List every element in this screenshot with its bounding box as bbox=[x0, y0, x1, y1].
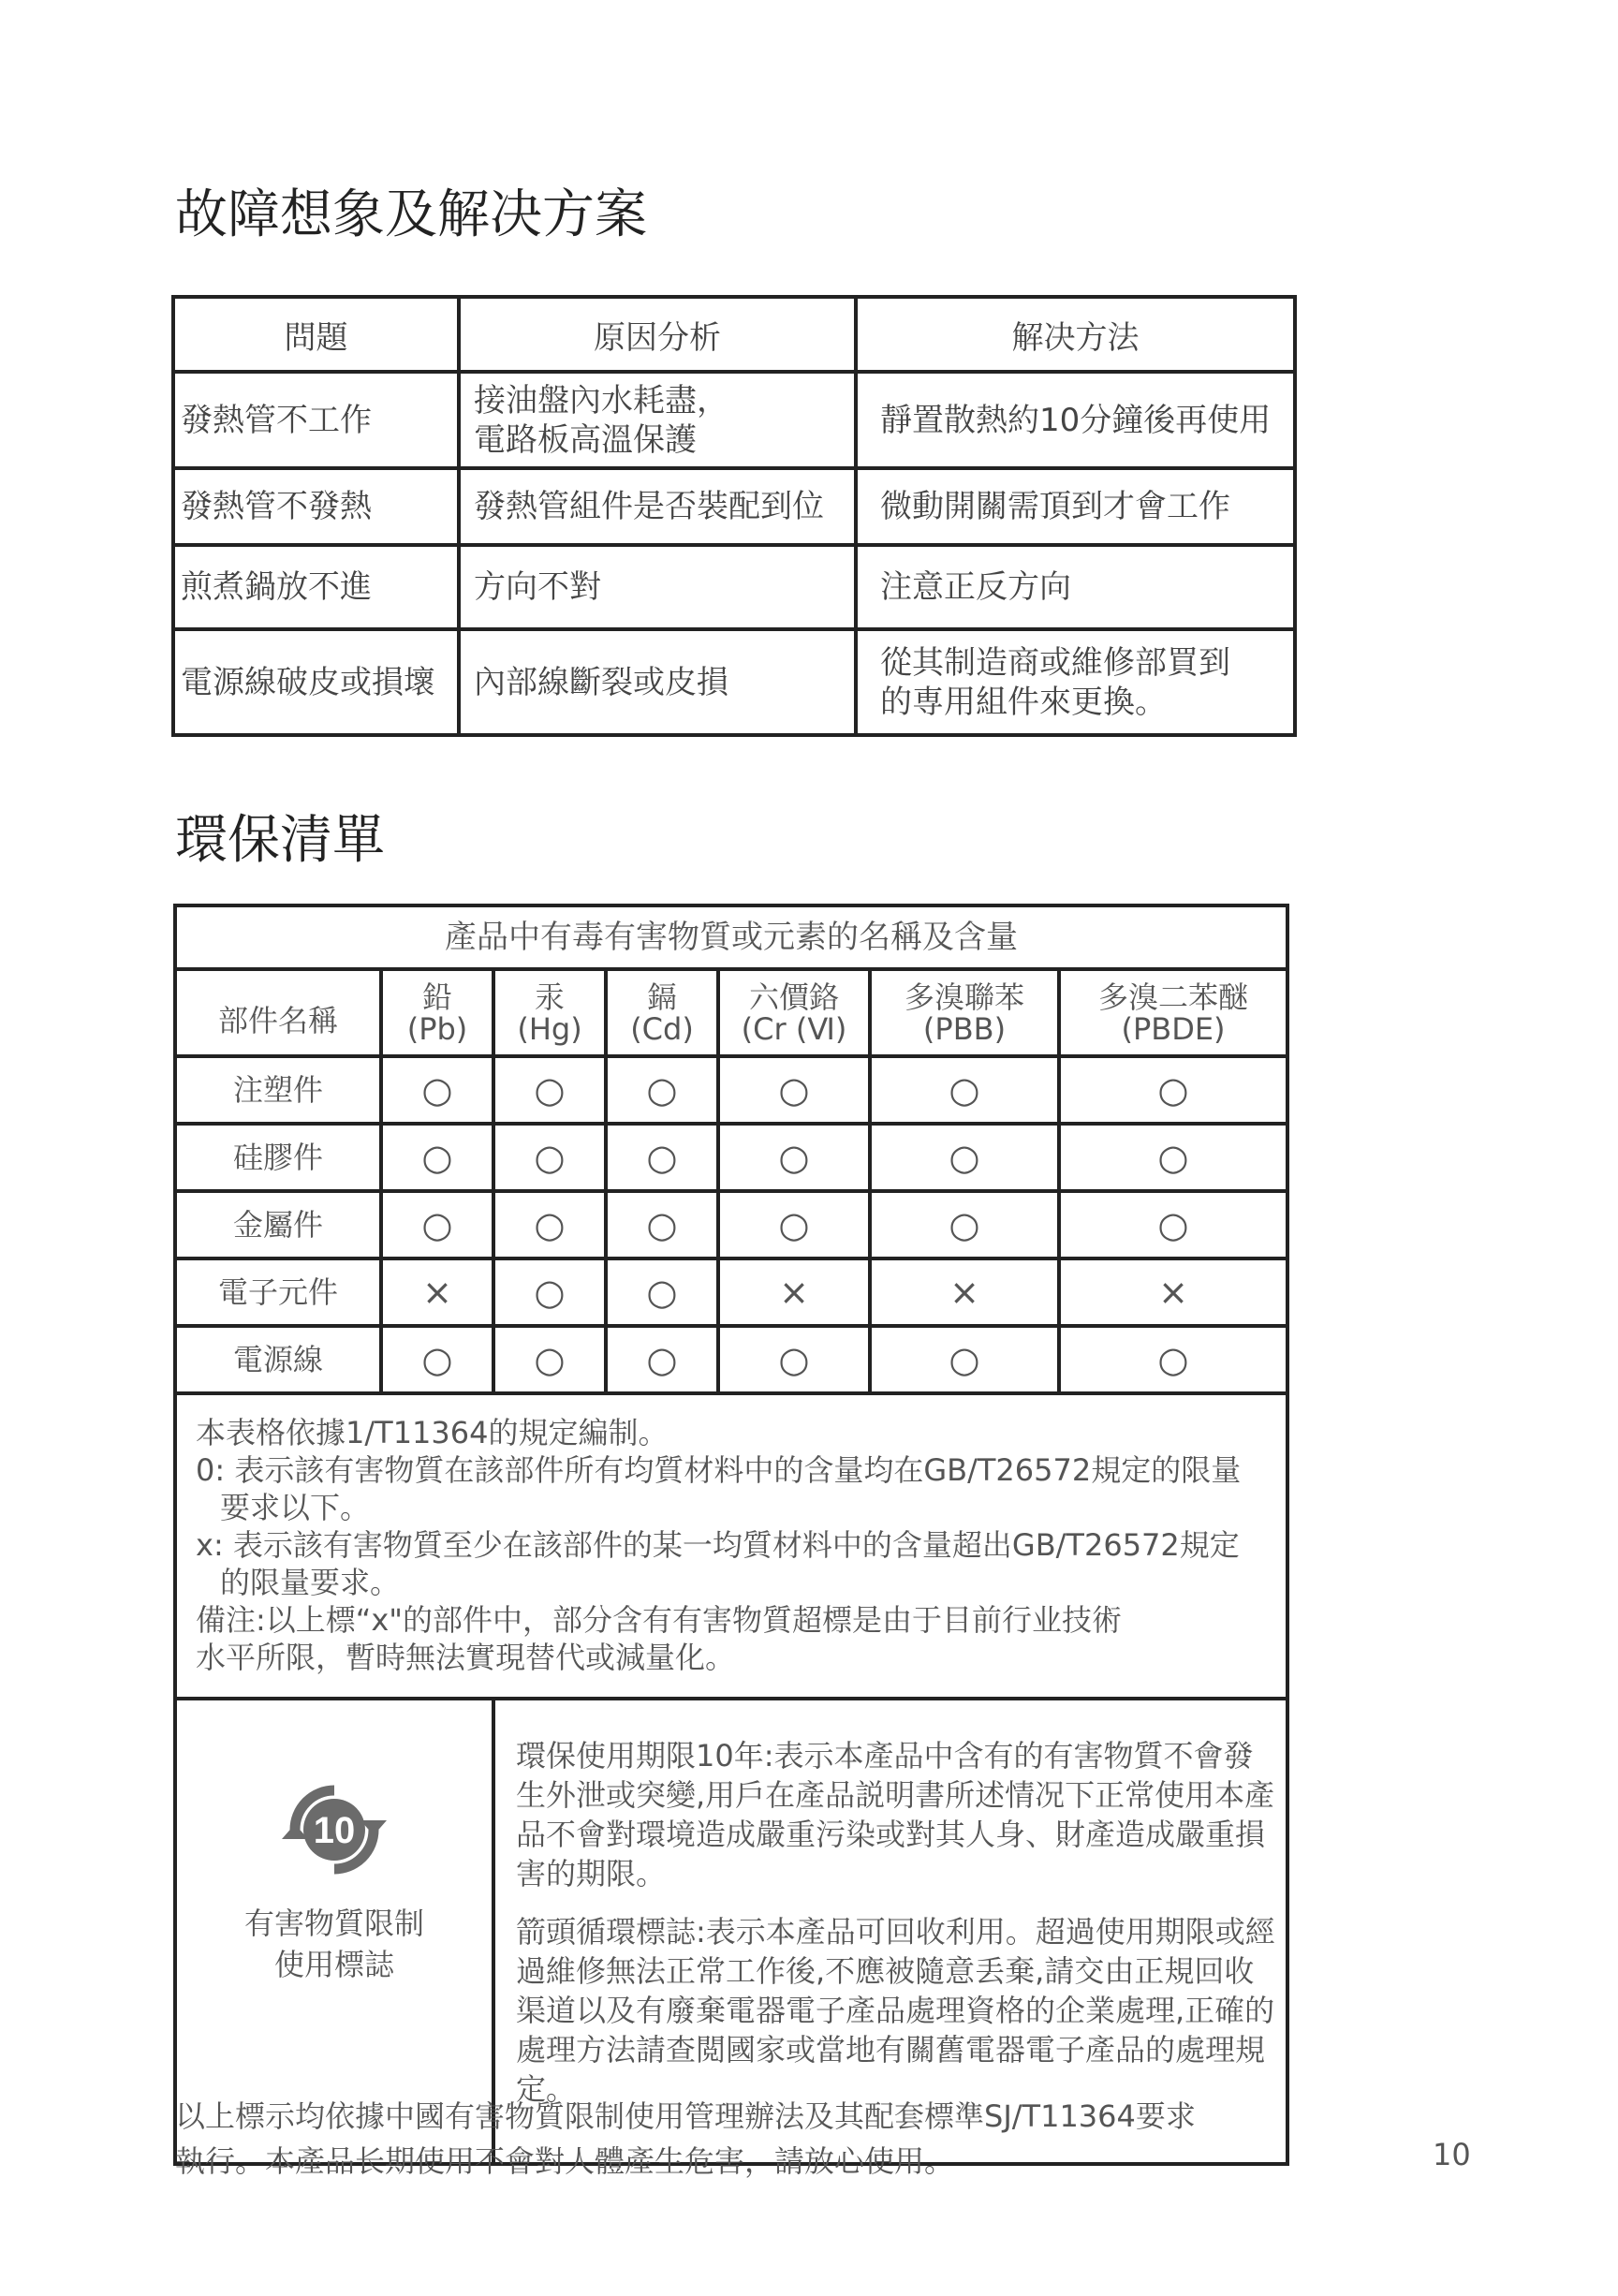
part-name: 電源線 bbox=[175, 1326, 381, 1393]
value-cell: ○ bbox=[1059, 1326, 1287, 1393]
header-solution: 解决方法 bbox=[856, 297, 1295, 372]
footer-text bbox=[175, 2094, 1299, 2184]
substance-header: 鉛 (Pb) bbox=[381, 969, 493, 1056]
note-x: x: 表示該有害物質至少在該部件的某一均質材料中的含量超出GB/T26572規定 bbox=[196, 1527, 1240, 1563]
environmental-title: 環保清單 bbox=[175, 810, 385, 871]
problem-cell: 煎煮鍋放不進 bbox=[173, 545, 459, 629]
substance-header: 鎘 (Cd) bbox=[606, 969, 718, 1056]
table-row bbox=[175, 1124, 1287, 1191]
troubleshooting-title: 故障想象及解决方案 bbox=[175, 184, 647, 245]
header-cause: 原因分析 bbox=[459, 297, 856, 372]
value-cell: ○ bbox=[870, 1326, 1059, 1393]
table-row bbox=[173, 629, 1295, 735]
substance-header: 六價鉻 (Cr (Ⅵ) bbox=[718, 969, 870, 1056]
desc-lifetime: 環保使用期限10年:表示本產品中含有的有害物質不會發生外泄或突變,用戶在產品説明書所述情况下正常使用本產品不會對環境造成嚴重污染或對其人身、財產造成嚴重損害的期限。 bbox=[516, 1738, 1275, 1891]
part-name: 注塑件 bbox=[175, 1056, 381, 1124]
cause-cell: 發熱管組件是否裝配到位 bbox=[459, 468, 856, 545]
solution-cell bbox=[856, 629, 1295, 735]
value-cell: ○ bbox=[718, 1326, 870, 1393]
value-cell: ○ bbox=[1059, 1056, 1287, 1124]
value-cell: ○ bbox=[381, 1056, 493, 1124]
value-cell: ○ bbox=[870, 1191, 1059, 1258]
problem-cell: 電源線破皮或損壞 bbox=[173, 629, 459, 735]
problem-cell: 發熱管不工作 bbox=[173, 372, 459, 468]
cause-line: 電路板高溫保護 bbox=[474, 420, 697, 459]
value-cell: ○ bbox=[493, 1326, 606, 1393]
part-name: 電子元件 bbox=[175, 1258, 381, 1326]
value-cell: ○ bbox=[870, 1056, 1059, 1124]
note-remark: 備注:以上標“x"的部件中，部分含有有害物質超標是由于目前行业技術 bbox=[196, 1602, 1123, 1638]
value-cell: ○ bbox=[493, 1258, 606, 1326]
cause-cell: 內部線斷裂或皮損 bbox=[459, 629, 856, 735]
value-cell: ○ bbox=[493, 1124, 606, 1191]
value-cell: ○ bbox=[718, 1124, 870, 1191]
troubleshooting-table bbox=[171, 295, 1297, 737]
value-cell: × bbox=[381, 1258, 493, 1326]
problem-cell: 發熱管不發熱 bbox=[173, 468, 459, 545]
value-cell: ○ bbox=[493, 1191, 606, 1258]
value-cell: ○ bbox=[493, 1056, 606, 1124]
logo-label: 有害物質限制 使用標誌 bbox=[243, 1906, 424, 1982]
value-cell: × bbox=[718, 1258, 870, 1326]
table-row bbox=[173, 468, 1295, 545]
solution-cell: 靜置散熱約10分鐘後再使用 bbox=[856, 372, 1295, 468]
table-row bbox=[175, 1191, 1287, 1258]
environmental-table bbox=[173, 904, 1289, 2166]
footer-line: 以上標示均依據中國有害物質限制使用管理辦法及其配套標準SJ/T11364要求 bbox=[175, 2098, 1196, 2134]
value-cell: ○ bbox=[1059, 1124, 1287, 1191]
value-cell: × bbox=[1059, 1258, 1287, 1326]
part-name: 硅膠件 bbox=[175, 1124, 381, 1191]
value-cell: ○ bbox=[870, 1124, 1059, 1191]
cause-line: 接油盤內水耗盡， bbox=[474, 381, 728, 419]
value-cell: ○ bbox=[606, 1191, 718, 1258]
substance-header: 汞 (Hg) bbox=[493, 969, 606, 1056]
value-cell: ○ bbox=[718, 1191, 870, 1258]
page-number: 10 bbox=[1433, 2137, 1471, 2172]
solution-line: 的専用組件來更換。 bbox=[880, 683, 1167, 721]
table-row bbox=[173, 372, 1295, 468]
header-problem: 問題 bbox=[173, 297, 459, 372]
table-row bbox=[175, 1258, 1287, 1326]
footer-line: 執行。本產品长期使用不會對人體產生危害，請放心使用。 bbox=[175, 2143, 955, 2179]
value-cell: ○ bbox=[606, 1124, 718, 1191]
value-cell: ○ bbox=[381, 1326, 493, 1393]
table-row bbox=[175, 1056, 1287, 1124]
part-name: 金屬件 bbox=[175, 1191, 381, 1258]
cause-cell bbox=[459, 372, 856, 468]
cause-cell: 方向不對 bbox=[459, 545, 856, 629]
solution-cell: 注意正反方向 bbox=[856, 545, 1295, 629]
value-cell: ○ bbox=[606, 1056, 718, 1124]
note-remark-cont: 水平所限，暫時無法實現替代或減量化。 bbox=[196, 1640, 736, 1675]
substance-header: 多溴二苯醚 (PBDE) bbox=[1059, 969, 1287, 1056]
value-cell: ○ bbox=[381, 1124, 493, 1191]
value-cell: ○ bbox=[606, 1258, 718, 1326]
value-cell: ○ bbox=[1059, 1191, 1287, 1258]
value-cell: × bbox=[870, 1258, 1059, 1326]
table-row bbox=[175, 1326, 1287, 1393]
solution-cell: 微動開關需頂到才會工作 bbox=[856, 468, 1295, 545]
value-cell: ○ bbox=[718, 1056, 870, 1124]
table-title: 產品中有毒有害物質或元素的名稱及含量 bbox=[175, 905, 1287, 969]
value-cell: ○ bbox=[606, 1326, 718, 1393]
part-header: 部件名稱 bbox=[175, 969, 381, 1056]
note-o-cont: 要求以下。 bbox=[220, 1490, 371, 1525]
note-basis: 本表格依據1/T11364的規定編制。 bbox=[196, 1415, 669, 1450]
note-x-cont: 的限量要求。 bbox=[220, 1565, 401, 1600]
epup-10-logo bbox=[278, 1783, 390, 1877]
value-cell: ○ bbox=[381, 1191, 493, 1258]
notes-cell bbox=[175, 1393, 1287, 1699]
solution-line: 從其制造商或維修部買到 bbox=[880, 643, 1230, 682]
substance-header: 多溴聯苯 (PBB) bbox=[870, 969, 1059, 1056]
table-row bbox=[173, 545, 1295, 629]
desc-recycle: 箭頭循環標誌:表示本產品可回收利用。超過使用期限或經過維修無法正常工作後,不應被隨意丢棄,請交由正規回收渠道以及有廢棄電器電子產品處理資格的企業處理,正確的處理方法請查閲國家或當地有關舊電器電子產品的處理規定。 bbox=[516, 1914, 1275, 2107]
note-o: 0: 表示該有害物質在該部件所有均質材料中的含量均在GB/T26572規定的限量 bbox=[196, 1452, 1242, 1488]
logo-number: 10 bbox=[313, 1810, 356, 1851]
